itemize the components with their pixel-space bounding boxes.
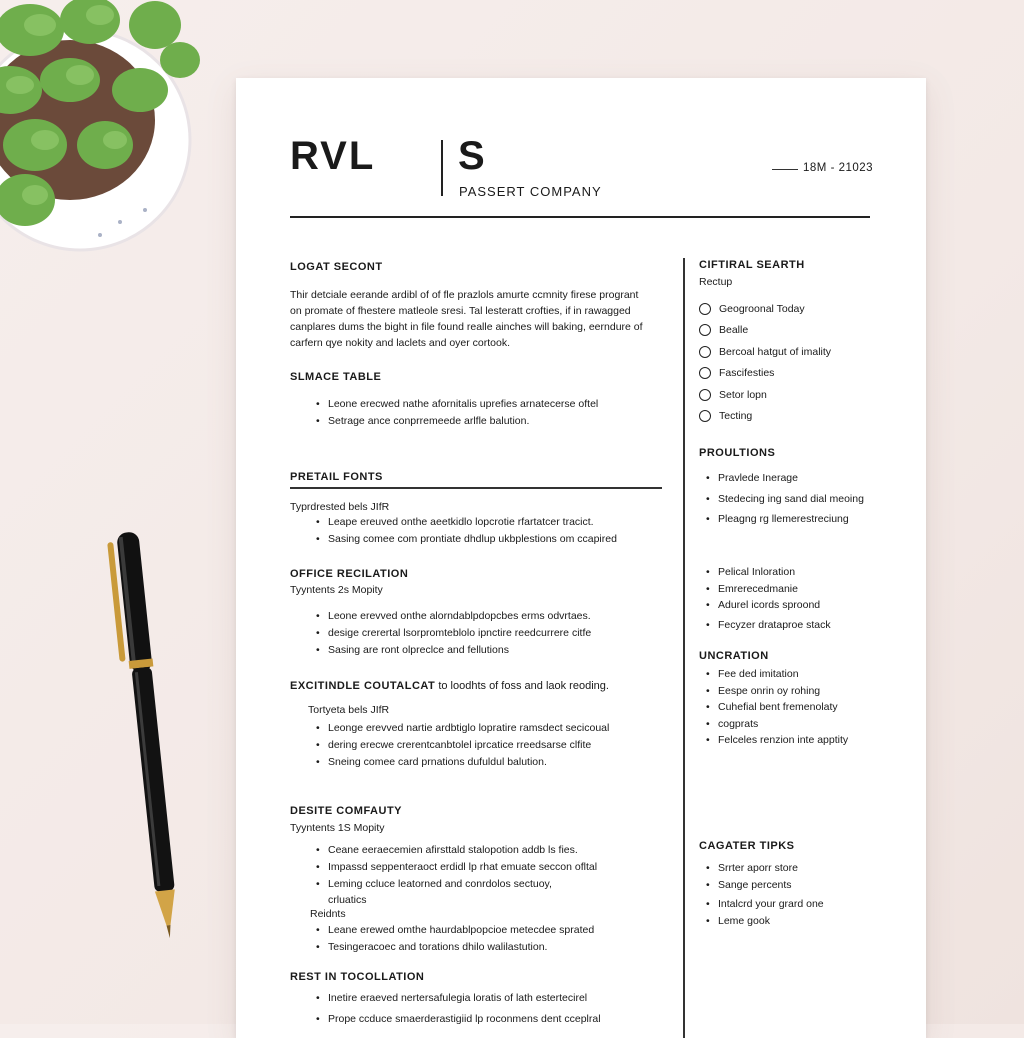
list-item: • Leonge erevved nartie ardbtiglo lopratire ramsdect secicoual (316, 720, 609, 737)
list-item: • desige crerertal lsorpromteblolo ipnctire reedcurrere citfe (316, 625, 591, 642)
radio-circle-icon[interactable] (699, 346, 711, 358)
column-divider (683, 258, 685, 1038)
list-item: • Sange percents (706, 877, 824, 894)
list-item: • Fee ded imitation (706, 666, 848, 683)
list-item: • Stedecing ing sand dial meoing (706, 491, 864, 508)
excit-heading-line (290, 680, 609, 692)
radio-label: Setor lopn (719, 388, 767, 401)
radio-circle-icon[interactable] (699, 324, 711, 336)
name-last: S (458, 134, 485, 178)
pretail-list (316, 514, 617, 548)
section-title-ciftiral: CIFTIRAL SEARTH (699, 259, 805, 271)
name-divider (441, 140, 443, 196)
list-item: • Leane erewed omthe haurdablpopcioe metecdee sprated (316, 922, 594, 939)
section-title-cagater: CAGATER TIPKS (699, 840, 795, 852)
desite-list-2 (316, 922, 594, 956)
list-item: • Sasing comee com prontiate dhdlup ukbplestions om ccapired (316, 531, 617, 548)
cagater-list (706, 860, 824, 929)
desite-list (316, 842, 597, 893)
proultions-list-2 (706, 564, 831, 633)
list-item: • Setrage ance conprremeede arlfle balution. (316, 413, 598, 430)
date-dash (772, 169, 798, 170)
uncration-list (706, 666, 848, 749)
list-item: • Pelical Inloration (706, 564, 831, 581)
list-item: • Ceane eeraecemien afirsttald stalopotion addb ls fies. (316, 842, 597, 859)
list-item: • Sneing comee card prnations dufuldul balution. (316, 754, 609, 771)
name-first: RVL (290, 134, 376, 178)
desite-cont: crluatics (328, 894, 367, 906)
radio-option[interactable] (699, 320, 831, 342)
radio-circle-icon[interactable] (699, 389, 711, 401)
radio-option[interactable] (699, 363, 831, 385)
section-title-excit: EXCITINDLE COUTALCAT (290, 680, 436, 692)
radio-circle-icon[interactable] (699, 367, 711, 379)
ciftiral-sub: Rectup (699, 276, 733, 288)
list-item: • Inetire eraeved nertersafulegia loratis of lath estertecirel (316, 990, 601, 1007)
rest-list (316, 990, 601, 1028)
ciftiral-options (699, 298, 831, 427)
list-item: • Leape ereuved onthe aeetkidlo lopcrotie rfartatcer tracict. (316, 514, 617, 531)
pretail-sub: Typrdrested bels JIfR (290, 501, 390, 513)
radio-label: Tecting (719, 410, 753, 423)
list-item: • Leme gook (706, 913, 824, 930)
list-item: • Leone erecwed nathe afornitalis uprefies arnatecerse oftel (316, 396, 598, 413)
list-item: • Intalcrd your grard one (706, 896, 824, 913)
radio-option[interactable] (699, 406, 831, 428)
list-item: • Leming ccluce leatorned and conrdolos sectuoy, (316, 876, 597, 893)
slmace-list (316, 396, 598, 430)
radio-circle-icon[interactable] (699, 303, 711, 315)
office-list (316, 608, 591, 659)
pen-illustration (100, 520, 220, 950)
list-item: • Impassd seppenteraoct erdidl lp rhat emuate seccon ofltal (316, 859, 597, 876)
section-title-rest: REST IN TOCOLLATION (290, 971, 425, 983)
radio-option[interactable] (699, 384, 831, 406)
plant-illustration (0, 0, 200, 260)
section-title-slmace: SLMACE TABLE (290, 371, 382, 383)
list-item: • Pravlede Inerage (706, 470, 864, 487)
radio-label: Bercoal hatgut of imality (719, 345, 832, 358)
section-title-proultions: PROULTIONS (699, 447, 776, 459)
radio-label: Fascifesties (719, 367, 775, 380)
list-item: • Prope ccduce smaerderastigiid lp roconmens dent cceplral (316, 1011, 601, 1028)
list-item: • Fecyzer drataproe stack (706, 617, 831, 634)
list-item: • dering erecwe crerentcanbtolel iprcatice rreedsarse clfite (316, 737, 609, 754)
list-item: • Adurel icords sproond (706, 597, 831, 614)
list-item: • Tesingeracoec and torations dhilo walilastution. (316, 939, 594, 956)
excit-title-tail: to loodhts of foss and laok reoding. (438, 680, 609, 692)
header-rule (290, 216, 870, 218)
radio-option[interactable] (699, 298, 831, 320)
section-title-logat: LOGAT SECONT (290, 261, 383, 273)
logat-paragraph: Thir detciale eerande ardibl of of fle prazlols amurte ccmnity firese progrant on promate of fhestere matleole sresi. Tal lesteratt crofties, if in rawagged canplares dums the bight in file found realle ainches will baking, eerndure of carfern qye nokity and laclets and oyer cortook. (290, 289, 643, 349)
excit-sub: Tortyeta bels JIfR (308, 704, 390, 716)
resume-paper (236, 78, 926, 1038)
list-item: • Srrter aporr store (706, 860, 824, 877)
list-item: • Felceles renzion inte apptity (706, 732, 848, 749)
company-name: PASSERT COMPANY (459, 184, 602, 199)
section-title-pretail: PRETAIL FONTS (290, 471, 383, 483)
list-item: • Emrerecedmanie (706, 581, 831, 598)
office-sub: Tyyntents 2s Mopity (290, 584, 383, 596)
radio-circle-icon[interactable] (699, 410, 711, 422)
desite-sub: Tyyntents 1S Mopity (290, 822, 385, 834)
section-rule (290, 487, 662, 489)
excit-list (316, 720, 609, 771)
list-item: • Eespe onrin oy rohing (706, 683, 848, 700)
section-title-office: OFFICE RECILATION (290, 568, 409, 580)
list-item: • Sasing are ront olpreclce and fellutions (316, 642, 591, 659)
list-item: • cogprats (706, 716, 848, 733)
list-item: • Pleagng rg llemerestreciung (706, 511, 864, 528)
proultions-list (706, 470, 864, 528)
radio-label: Bealle (719, 324, 749, 337)
list-item: • Leone erevved onthe alorndablpdopcbes erms odvrtaes. (316, 608, 591, 625)
list-item: • Cuhefial bent fremenolaty (706, 699, 848, 716)
radio-label: Geogroonal Today (719, 302, 805, 315)
section-title-uncration: UNCRATION (699, 650, 769, 662)
desite-sub2: Reidnts (310, 908, 346, 920)
radio-option[interactable] (699, 341, 831, 363)
date-range: 18M - 21023 (803, 162, 874, 174)
section-title-desite: DESITE COMFAUTY (290, 805, 403, 817)
